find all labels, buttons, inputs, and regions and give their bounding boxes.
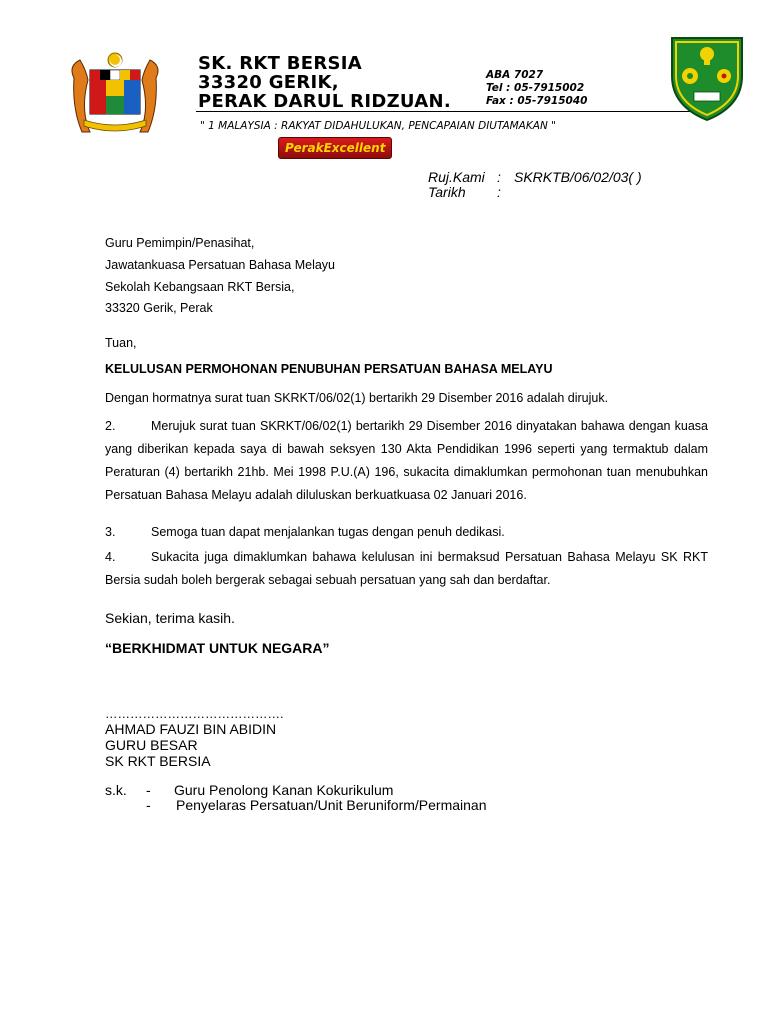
paragraph-2	[105, 415, 708, 507]
slogan: “BERKHIDMAT UNTUK NEGARA”	[105, 640, 330, 656]
school-name-line-2: 33320 GERIK,	[198, 72, 339, 93]
paragraph-number: 4.	[105, 550, 116, 564]
cc-item: Guru Penolong Kanan Kokurikulum	[174, 782, 394, 798]
ref-label: Ruj.Kami	[428, 169, 485, 185]
paragraph-text: Semoga tuan dapat menjalankan tugas dengan penuh dedikasi.	[151, 525, 505, 539]
paragraph-number: 3.	[105, 525, 116, 539]
signature-line: …………………………………….	[105, 707, 284, 721]
intro-paragraph: Dengan hormatnya surat tuan SKRKT/06/02(1) bertarikh 29 Disember 2016 adalah dirujuk.	[105, 391, 609, 405]
school-name-line-3: PERAK DARUL RIDZUAN.	[198, 91, 452, 112]
school-badge-logo	[668, 30, 746, 122]
subject-heading: KELULUSAN PERMOHONAN PENUBUHAN PERSATUAN BAHASA MELAYU	[105, 362, 553, 376]
signatory-title: GURU BESAR	[105, 737, 198, 753]
school-name-line-1: SK. RKT BERSIA	[198, 53, 363, 74]
school-code: ABA 7027	[486, 69, 544, 81]
national-motto: " 1 MALAYSIA : RAKYAT DIDAHULUKAN, PENCAPAIAN DIUTAMAKAN "	[200, 120, 556, 132]
cc-dash: -	[146, 797, 151, 813]
signatory-school: SK RKT BERSIA	[105, 753, 211, 769]
telephone: Tel : 05-7915002	[486, 82, 585, 94]
paragraph-text: Sukacita juga dimaklumkan bahawa kelulusan ini bermaksud Persatuan Bahasa Melayu SK RKT Bersia sudah boleh bergerak sebagai sebuah persatuan yang sah dan berdaftar.	[105, 550, 708, 587]
paragraph-text: Merujuk surat tuan SKRKT/06/02(1) bertarikh 29 Disember 2016 dinyatakan bahawa dengan kuasa yang diberikan kepada saya di bawah seksyen 130 Akta Pendidikan 1996 seperti yang termaktub dalam Peraturan (4) bertarikh 21hb. Mei 1998 P.U.(A) 196, sukacita dimaklumkan permohonan tuan menubuhkan Persatuan Bahasa Melayu adalah diluluskan berkuatkuasa 02 Januari 2016.	[105, 419, 708, 502]
fax: Fax : 05-7915040	[486, 95, 588, 107]
date-separator: :	[497, 184, 501, 200]
ref-separator: :	[497, 169, 501, 185]
perak-excellent-logo: PerakExcellent	[278, 137, 392, 159]
cc-dash: -	[146, 782, 151, 798]
coat-of-arms-logo	[60, 48, 170, 136]
recipient-line-2: Jawatankuasa Persatuan Bahasa Melayu	[105, 258, 336, 272]
ref-number: SKRKTB/06/02/03( )	[514, 169, 642, 185]
paragraph-4	[105, 546, 708, 592]
paragraph-number: 2.	[105, 419, 116, 433]
recipient-line-1: Guru Pemimpin/Penasihat,	[105, 236, 255, 250]
cc-label: s.k.	[105, 782, 127, 798]
paragraph-3	[105, 521, 708, 544]
date-label: Tarikh	[428, 184, 466, 200]
closing: Sekian, terima kasih.	[105, 610, 235, 626]
letterhead-divider	[196, 111, 696, 112]
recipient-line-3: Sekolah Kebangsaan RKT Bersia,	[105, 280, 295, 294]
recipient-line-4: 33320 Gerik, Perak	[105, 301, 213, 315]
signatory-name: AHMAD FAUZI BIN ABIDIN	[105, 721, 277, 737]
salutation: Tuan,	[105, 336, 137, 350]
cc-item: Penyelaras Persatuan/Unit Beruniform/Permainan	[176, 797, 487, 813]
